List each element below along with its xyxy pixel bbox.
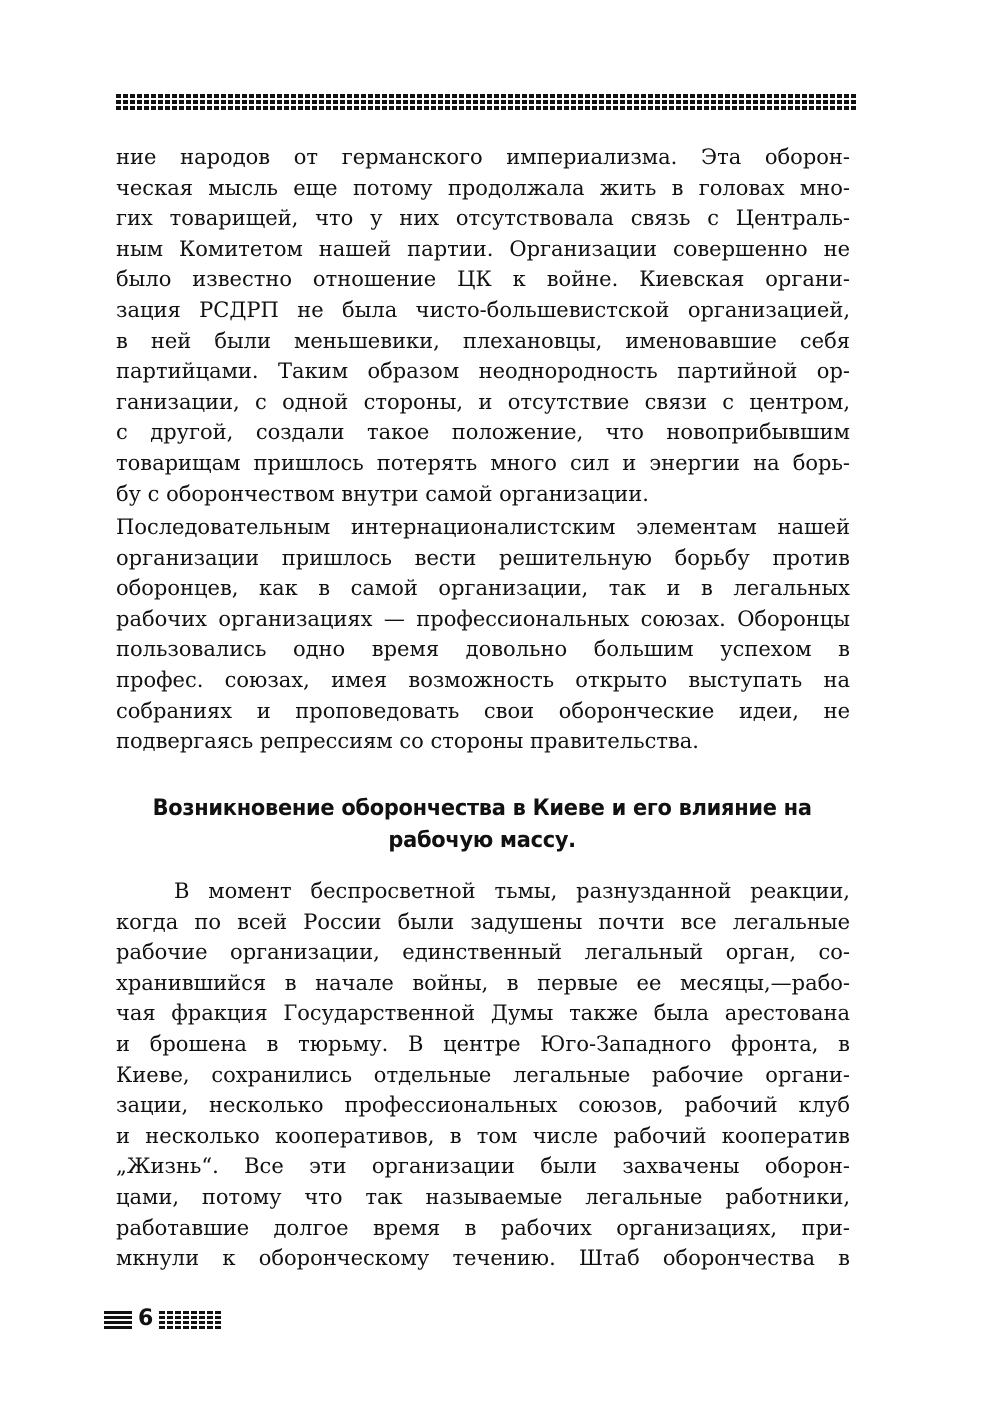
text-line: оборонцев, как в самой организации, так и в легальных: [116, 576, 850, 601]
text-line: в ней были меньшевики, плехановцы, именовавшие себя: [116, 328, 850, 353]
text-line: ганизации, с одной стороны, и отсутствие связи с центром,: [116, 389, 850, 414]
text-line: было известно отношение ЦК к войне. Киевская органи-: [116, 267, 850, 292]
text-line: и брошена в тюрьму. В центре Юго-Западного фронта, в: [116, 1031, 850, 1056]
paragraph-2: [116, 512, 850, 757]
text-line: ческая мысль еще потому продолжала жить в головах мно-: [116, 175, 850, 200]
text-line: партийцами. Таким образом неоднородность партийной ор-: [116, 359, 850, 384]
text-line: организации пришлось вести решительную борьбу против: [116, 545, 850, 570]
text-line: гих товарищей, что у них отсутствовала связь с Централь-: [116, 206, 850, 231]
text-line: профес. союзах, имея возможность открыто выступать на: [116, 667, 850, 692]
text-line: когда по всей России были задушены почти все легальные: [116, 909, 850, 934]
header-ornament-rule: [116, 92, 856, 110]
text-line: „Жизнь“. Все эти организации были захвачены оборон-: [116, 1154, 850, 1179]
text-line: ние народов от германского империализма. Эта оборон-: [116, 145, 850, 169]
page-footer: [104, 1306, 223, 1332]
text-line: и несколько кооперативов, в том числе рабочий кооператив: [116, 1123, 850, 1148]
text-line: работавшие долгое время в рабочих организациях, при-: [116, 1215, 850, 1240]
text-line: хранившийся в начале войны, в первые ее месяцы,—рабо-: [116, 970, 850, 995]
section-heading-line-1: Возникновение оборончества в Киеве и его влияние на: [152, 795, 812, 821]
section-heading-line-2: рабочую массу.: [388, 827, 576, 853]
text-line: бу с оборончеством внутри самой организации.: [116, 481, 649, 506]
text-line: зация РСДРП не была чисто-большевистской организацией,: [116, 297, 850, 322]
text-line: ным Комитетом нашей партии. Организации совершенно не: [116, 236, 850, 261]
page-number: 6: [138, 1306, 154, 1331]
text-line: подвергаясь репрессиям со стороны правительства.: [116, 729, 699, 754]
text-line: мкнули к оборонческому течению. Штаб оборончества в: [116, 1246, 850, 1271]
text-line: В момент беспросветной тьмы, разнузданной реакции,: [174, 879, 850, 903]
section-heading: [112, 792, 852, 856]
text-line: рабочие организации, единственный легальный орган, со-: [116, 940, 850, 965]
text-line: Киеве, сохранились отдельные легальные рабочие органи-: [116, 1062, 850, 1087]
text-line: собраниях и проповедовать свои оборонческие идеи, не: [116, 698, 850, 723]
paragraph-3: [116, 876, 850, 1274]
text-line: с другой, создали такое положение, что новоприбывшим: [116, 420, 850, 445]
paragraph-1: [116, 142, 850, 509]
footer-ornament-right: [159, 1309, 223, 1329]
text-line: цами, потому что так называемые легальные работники,: [116, 1184, 850, 1209]
footer-ornament-left: [104, 1309, 132, 1329]
text-line: Последовательным интернационалистским элементам нашей: [116, 515, 850, 539]
text-line: зации, несколько профессиональных союзов, рабочий клуб: [116, 1093, 850, 1118]
text-line: пользовались одно время довольно большим успехом в: [116, 637, 850, 662]
text-line: чая фракция Государственной Думы также была арестована: [116, 1001, 850, 1026]
text-line: рабочих организациях — профессиональных союзах. Оборонцы: [116, 606, 850, 631]
text-line: товарищам пришлось потерять много сил и энергии на борь-: [116, 450, 850, 475]
